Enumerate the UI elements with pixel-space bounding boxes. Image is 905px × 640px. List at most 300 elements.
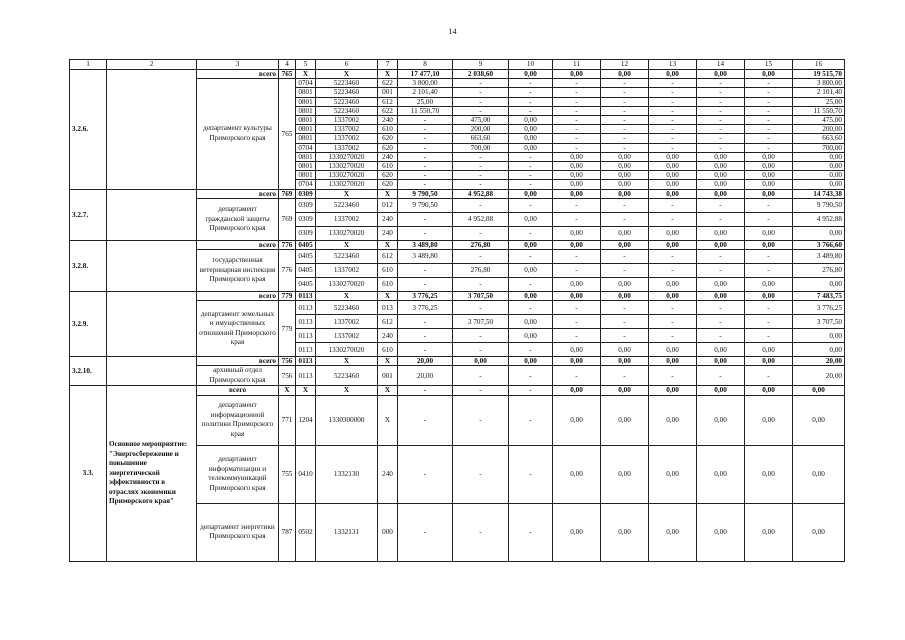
- value-cell: 0801: [296, 125, 316, 134]
- value-cell: -: [697, 79, 745, 88]
- value-cell: -: [649, 212, 697, 226]
- value-cell: -: [453, 180, 509, 189]
- value-cell: 2 101,40: [793, 88, 845, 97]
- value-cell: 0,00: [745, 343, 793, 357]
- total-value: 0,00: [553, 189, 601, 198]
- value-cell: 0,00: [697, 226, 745, 240]
- value-cell: -: [398, 226, 453, 240]
- total-value: 3 776,25: [398, 292, 453, 301]
- value-cell: -: [509, 79, 553, 88]
- value-cell: -: [745, 250, 793, 264]
- value-cell: 622: [378, 106, 398, 115]
- budget-table: [69, 59, 845, 562]
- total-value: 765: [279, 70, 296, 79]
- total-value: 0,00: [745, 70, 793, 79]
- value-cell: -: [398, 116, 453, 125]
- value-cell: -: [745, 212, 793, 226]
- value-cell: -: [649, 143, 697, 152]
- value-cell: 012: [378, 198, 398, 212]
- value-cell: 0,00: [697, 171, 745, 180]
- value-cell: 0,00: [649, 503, 697, 561]
- value-cell: 0,00: [697, 343, 745, 357]
- column-header: 9: [453, 60, 509, 70]
- value-cell: 240: [378, 152, 398, 161]
- value-cell: 771: [279, 395, 296, 445]
- value-cell: 0,00: [745, 171, 793, 180]
- total-value: X: [316, 70, 378, 79]
- value-cell: -: [649, 106, 697, 115]
- total-value: 0,00: [601, 292, 649, 301]
- value-cell: 1337002: [316, 212, 378, 226]
- value-cell: 0,00: [553, 445, 601, 503]
- value-cell: 0309: [296, 198, 316, 212]
- value-cell: 0,00: [601, 152, 649, 161]
- value-cell: -: [697, 143, 745, 152]
- value-cell: 1204: [296, 395, 316, 445]
- value-cell: 0,00: [745, 226, 793, 240]
- value-cell: 3 776,25: [398, 301, 453, 315]
- value-cell: 700,00: [793, 143, 845, 152]
- total-value: X: [378, 240, 398, 249]
- value-cell: 0,00: [509, 134, 553, 143]
- value-cell: 000: [378, 503, 398, 561]
- page-number: 14: [448, 27, 457, 36]
- item-title: Основное мероприятие: "Энергосбережение и повышение энергетической эффективности в отраслях экономики Приморского края": [107, 386, 197, 561]
- value-cell: -: [398, 143, 453, 152]
- value-cell: -: [509, 343, 553, 357]
- value-cell: -: [745, 264, 793, 278]
- value-cell: 0,00: [553, 162, 601, 171]
- value-cell: 1337002: [316, 315, 378, 329]
- value-cell: 0,00: [745, 152, 793, 161]
- value-cell: 0113: [296, 301, 316, 315]
- value-cell: -: [453, 329, 509, 343]
- total-value: 0,00: [601, 386, 649, 395]
- column-header: 8: [398, 60, 453, 70]
- value-cell: 610: [378, 264, 398, 278]
- value-cell: 0,00: [509, 264, 553, 278]
- value-cell: -: [509, 226, 553, 240]
- value-cell: -: [697, 366, 745, 386]
- value-cell: 1330270020: [316, 162, 378, 171]
- value-cell: 0,00: [553, 278, 601, 292]
- total-value: 0405: [296, 240, 316, 249]
- value-cell: 0801: [296, 88, 316, 97]
- value-cell: 276,80: [453, 264, 509, 278]
- total-value: 0,00: [553, 70, 601, 79]
- value-cell: 610: [378, 125, 398, 134]
- department-name: департамент гражданской защиты Приморского края: [197, 198, 279, 240]
- value-cell: 0,00: [745, 180, 793, 189]
- value-cell: 0,00: [793, 226, 845, 240]
- value-cell: -: [745, 366, 793, 386]
- value-cell: 1337002: [316, 116, 378, 125]
- value-cell: -: [509, 106, 553, 115]
- total-value: 0,00: [553, 292, 601, 301]
- value-cell: 0,00: [697, 395, 745, 445]
- value-cell: 0,00: [601, 180, 649, 189]
- value-cell: 0,00: [601, 445, 649, 503]
- value-cell: 1332130: [316, 445, 378, 503]
- total-value: 14 743,38: [793, 189, 845, 198]
- value-cell: 001: [378, 366, 398, 386]
- value-cell: 5223460: [316, 250, 378, 264]
- value-cell: -: [553, 125, 601, 134]
- department-name: департамент информационной политики Приморского края: [197, 395, 279, 445]
- value-cell: 0,00: [509, 329, 553, 343]
- value-cell: 5223460: [316, 79, 378, 88]
- value-cell: -: [398, 152, 453, 161]
- total-value: X: [316, 292, 378, 301]
- total-row: [70, 292, 845, 301]
- total-value: 3 489,80: [398, 240, 453, 249]
- dept-code: 756: [279, 366, 296, 386]
- value-cell: -: [398, 395, 453, 445]
- value-cell: -: [398, 503, 453, 561]
- value-cell: -: [453, 152, 509, 161]
- value-cell: -: [697, 134, 745, 143]
- value-cell: 0,00: [601, 162, 649, 171]
- total-value: 0,00: [509, 357, 553, 366]
- value-cell: 0309: [296, 226, 316, 240]
- value-cell: -: [745, 143, 793, 152]
- value-cell: -: [509, 180, 553, 189]
- value-cell: -: [745, 134, 793, 143]
- value-cell: -: [509, 395, 553, 445]
- value-cell: 0309: [296, 212, 316, 226]
- value-cell: -: [398, 134, 453, 143]
- total-value: X: [378, 357, 398, 366]
- total-value: 20,00: [398, 357, 453, 366]
- dept-code: 779: [279, 301, 296, 357]
- value-cell: -: [553, 212, 601, 226]
- dept-code: 765: [279, 79, 296, 189]
- value-cell: -: [553, 143, 601, 152]
- total-value: 0,00: [697, 189, 745, 198]
- value-cell: -: [398, 343, 453, 357]
- value-cell: -: [649, 79, 697, 88]
- value-cell: -: [509, 171, 553, 180]
- value-cell: 3 707,50: [793, 315, 845, 329]
- value-cell: 0,00: [649, 278, 697, 292]
- value-cell: -: [398, 162, 453, 171]
- value-cell: 0801: [296, 116, 316, 125]
- value-cell: 5223460: [316, 301, 378, 315]
- value-cell: -: [553, 106, 601, 115]
- value-cell: -: [745, 329, 793, 343]
- item-title: [107, 357, 197, 386]
- value-cell: -: [697, 116, 745, 125]
- value-cell: -: [601, 88, 649, 97]
- column-header: 4: [279, 60, 296, 70]
- value-cell: 0,00: [793, 152, 845, 161]
- column-header: 3: [197, 60, 279, 70]
- value-cell: -: [601, 329, 649, 343]
- total-value: 0,00: [697, 240, 745, 249]
- value-cell: -: [745, 301, 793, 315]
- column-header: 15: [745, 60, 793, 70]
- value-cell: 0,00: [553, 180, 601, 189]
- header-row: [70, 60, 845, 70]
- item-code: 3.2.9.: [70, 292, 107, 357]
- total-value: 7 483,75: [793, 292, 845, 301]
- total-row: [70, 189, 845, 198]
- value-cell: 25,00: [793, 97, 845, 106]
- value-cell: -: [553, 88, 601, 97]
- value-cell: -: [398, 278, 453, 292]
- value-cell: -: [601, 366, 649, 386]
- value-cell: -: [453, 226, 509, 240]
- value-cell: -: [697, 106, 745, 115]
- total-value: 0,00: [793, 386, 845, 395]
- value-cell: 11 550,70: [793, 106, 845, 115]
- total-value: 769: [279, 189, 296, 198]
- value-cell: 610: [378, 162, 398, 171]
- value-cell: 1337002: [316, 143, 378, 152]
- value-cell: -: [453, 278, 509, 292]
- total-value: 0,00: [649, 70, 697, 79]
- total-value: 0,00: [697, 357, 745, 366]
- value-cell: 0,00: [601, 171, 649, 180]
- value-cell: -: [509, 88, 553, 97]
- total-value: 20,00: [793, 357, 845, 366]
- value-cell: 620: [378, 143, 398, 152]
- value-cell: 475,00: [793, 116, 845, 125]
- value-cell: -: [649, 329, 697, 343]
- value-cell: -: [601, 301, 649, 315]
- value-cell: 0113: [296, 366, 316, 386]
- value-cell: -: [509, 366, 553, 386]
- value-cell: -: [453, 445, 509, 503]
- value-cell: -: [697, 212, 745, 226]
- value-cell: 0,00: [601, 503, 649, 561]
- total-value: 0,00: [601, 240, 649, 249]
- value-cell: -: [398, 180, 453, 189]
- column-header: 13: [649, 60, 697, 70]
- value-cell: -: [453, 366, 509, 386]
- value-cell: 620: [378, 180, 398, 189]
- item-code: 3.2.6.: [70, 70, 107, 190]
- column-header: 11: [553, 60, 601, 70]
- value-cell: -: [601, 198, 649, 212]
- item-code: 3.2.7.: [70, 189, 107, 240]
- total-value: 0,00: [601, 70, 649, 79]
- value-cell: 1330270020: [316, 226, 378, 240]
- value-cell: 0,00: [601, 278, 649, 292]
- value-cell: -: [453, 343, 509, 357]
- item-title: [107, 292, 197, 357]
- value-cell: 0,00: [649, 226, 697, 240]
- value-cell: 0,00: [509, 125, 553, 134]
- column-header: 6: [316, 60, 378, 70]
- value-cell: 0,00: [509, 143, 553, 152]
- value-cell: -: [509, 162, 553, 171]
- value-cell: -: [697, 97, 745, 106]
- value-cell: -: [649, 301, 697, 315]
- value-cell: 0,00: [553, 226, 601, 240]
- value-cell: 0,00: [793, 180, 845, 189]
- value-cell: -: [601, 315, 649, 329]
- value-cell: -: [398, 212, 453, 226]
- value-cell: 0,00: [745, 162, 793, 171]
- value-cell: -: [601, 250, 649, 264]
- total-value: 0,00: [553, 240, 601, 249]
- total-label: всего: [197, 292, 279, 301]
- value-cell: 0113: [296, 329, 316, 343]
- value-cell: 1337002: [316, 329, 378, 343]
- value-cell: 0,00: [553, 343, 601, 357]
- value-cell: -: [453, 395, 509, 445]
- item-title: [107, 189, 197, 240]
- department-name: департамент культуры Приморского края: [197, 79, 279, 189]
- value-cell: -: [649, 97, 697, 106]
- value-cell: -: [509, 301, 553, 315]
- value-cell: 0,00: [509, 116, 553, 125]
- value-cell: 0405: [296, 264, 316, 278]
- total-value: 0,00: [649, 357, 697, 366]
- value-cell: 0113: [296, 343, 316, 357]
- value-cell: 0405: [296, 278, 316, 292]
- value-cell: -: [553, 366, 601, 386]
- value-cell: -: [649, 315, 697, 329]
- column-header: 12: [601, 60, 649, 70]
- total-value: X: [296, 386, 316, 395]
- value-cell: 0,00: [793, 343, 845, 357]
- total-value: X: [316, 240, 378, 249]
- value-cell: X: [378, 395, 398, 445]
- column-header: 2: [107, 60, 197, 70]
- value-cell: -: [649, 134, 697, 143]
- dept-code: 769: [279, 198, 296, 240]
- value-cell: 3 489,80: [398, 250, 453, 264]
- value-cell: -: [553, 264, 601, 278]
- value-cell: -: [553, 301, 601, 315]
- total-value: 0,00: [509, 70, 553, 79]
- value-cell: 3 489,80: [793, 250, 845, 264]
- value-cell: 1337002: [316, 264, 378, 278]
- value-cell: 0,00: [745, 278, 793, 292]
- value-cell: -: [398, 125, 453, 134]
- total-value: X: [316, 386, 378, 395]
- total-value: 0,00: [509, 240, 553, 249]
- value-cell: -: [398, 329, 453, 343]
- total-value: 0,00: [745, 357, 793, 366]
- total-label: всего: [197, 240, 279, 249]
- column-header: 7: [378, 60, 398, 70]
- total-value: 0,00: [745, 292, 793, 301]
- column-header: 16: [793, 60, 845, 70]
- value-cell: 0,00: [697, 152, 745, 161]
- value-cell: 0704: [296, 143, 316, 152]
- value-cell: 0405: [296, 250, 316, 264]
- value-cell: 0113: [296, 315, 316, 329]
- value-cell: 3 776,25: [793, 301, 845, 315]
- value-cell: -: [398, 445, 453, 503]
- value-cell: 240: [378, 116, 398, 125]
- value-cell: 0,00: [601, 343, 649, 357]
- value-cell: 5223460: [316, 97, 378, 106]
- value-cell: -: [697, 88, 745, 97]
- value-cell: -: [398, 315, 453, 329]
- value-cell: -: [697, 301, 745, 315]
- total-value: X: [316, 357, 378, 366]
- total-value: 9 790,50: [398, 189, 453, 198]
- department-name: департамент энергетики Приморского края: [197, 503, 279, 561]
- value-cell: -: [553, 329, 601, 343]
- value-cell: 0,00: [509, 212, 553, 226]
- department-name: департамент информатизации и телекоммуникаций Приморского края: [197, 445, 279, 503]
- value-cell: -: [745, 97, 793, 106]
- value-cell: -: [601, 264, 649, 278]
- value-cell: -: [745, 315, 793, 329]
- value-cell: 0,00: [601, 226, 649, 240]
- value-cell: -: [453, 301, 509, 315]
- total-row: [70, 357, 845, 366]
- value-cell: -: [745, 125, 793, 134]
- total-row: [70, 240, 845, 249]
- value-cell: 20,00: [398, 366, 453, 386]
- total-value: 779: [279, 292, 296, 301]
- item-code: 3.2.10.: [70, 357, 107, 386]
- value-cell: 0,00: [509, 315, 553, 329]
- value-cell: -: [453, 79, 509, 88]
- item-code: 3.3.: [70, 386, 107, 561]
- total-value: 0113: [296, 357, 316, 366]
- value-cell: 620: [378, 134, 398, 143]
- total-value: 0,00: [649, 189, 697, 198]
- value-cell: 475,00: [453, 116, 509, 125]
- value-cell: 0,00: [793, 395, 845, 445]
- value-cell: 663,60: [453, 134, 509, 143]
- total-value: 3 766,60: [793, 240, 845, 249]
- total-value: -: [398, 386, 453, 395]
- value-cell: 25,00: [398, 97, 453, 106]
- value-cell: -: [453, 162, 509, 171]
- value-cell: 663,60: [793, 134, 845, 143]
- total-value: -: [509, 386, 553, 395]
- value-cell: 5223460: [316, 88, 378, 97]
- total-value: 776: [279, 240, 296, 249]
- total-value: X: [378, 70, 398, 79]
- value-cell: -: [509, 503, 553, 561]
- value-cell: 3 707,50: [453, 315, 509, 329]
- value-cell: -: [453, 503, 509, 561]
- value-cell: -: [745, 79, 793, 88]
- total-value: 0,00: [745, 240, 793, 249]
- value-cell: -: [453, 97, 509, 106]
- total-value: X: [378, 292, 398, 301]
- value-cell: -: [697, 315, 745, 329]
- total-value: 0113: [296, 292, 316, 301]
- total-value: 0,00: [745, 386, 793, 395]
- value-cell: 0,00: [697, 278, 745, 292]
- value-cell: 276,80: [793, 264, 845, 278]
- value-cell: -: [601, 79, 649, 88]
- value-cell: -: [649, 116, 697, 125]
- value-cell: 4 952,88: [453, 212, 509, 226]
- value-cell: 240: [378, 329, 398, 343]
- total-label: всего: [197, 70, 279, 79]
- value-cell: -: [553, 315, 601, 329]
- column-header: 1: [70, 60, 107, 70]
- total-value: 0,00: [553, 357, 601, 366]
- value-cell: 0,00: [649, 395, 697, 445]
- total-value: 0,00: [509, 189, 553, 198]
- value-cell: 5223460: [316, 366, 378, 386]
- value-cell: 620: [378, 171, 398, 180]
- total-value: 756: [279, 357, 296, 366]
- value-cell: -: [553, 97, 601, 106]
